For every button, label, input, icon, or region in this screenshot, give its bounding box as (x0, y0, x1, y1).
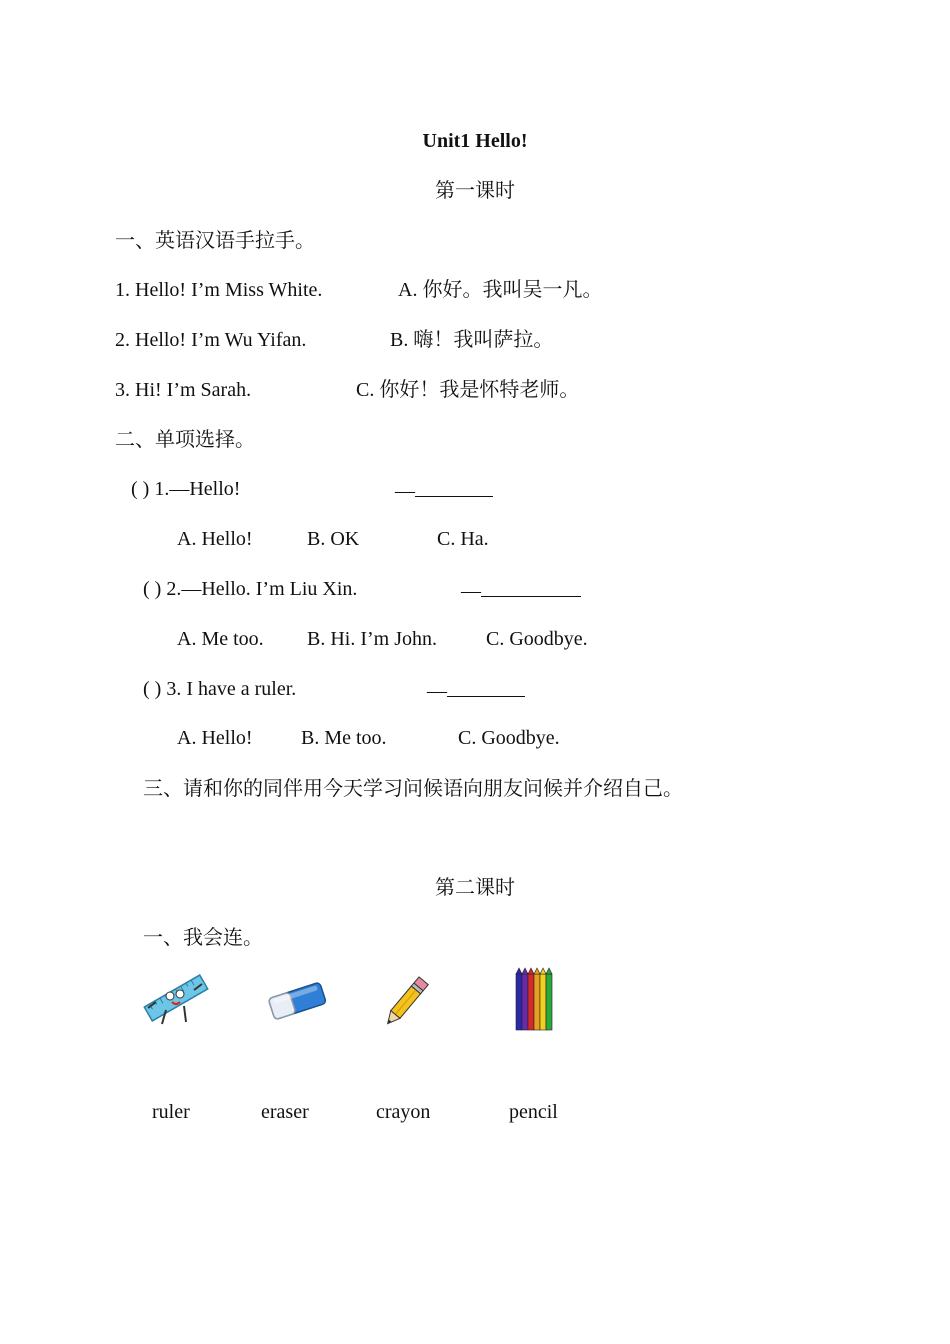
question-stem: 1.—Hello! (154, 478, 241, 500)
answer-line-1[interactable] (395, 476, 493, 504)
q2-choice-c: C. Goodbye. (486, 628, 588, 650)
match-option-b: B. 嗨！我叫萨拉。 (390, 329, 554, 351)
eraser-icon (264, 976, 330, 1024)
question-1 (131, 476, 240, 502)
question-2 (143, 576, 357, 602)
answer-blank[interactable] (415, 476, 493, 497)
q1-choice-a: A. Hello! (177, 528, 253, 550)
question-stem: 3. I have a ruler. (166, 678, 297, 700)
page-title: Unit1 Hello! (422, 130, 528, 152)
answer-blank[interactable] (481, 576, 581, 597)
ruler-icon (140, 966, 212, 1030)
q2-choice-b: B. Hi. I’m John. (307, 628, 437, 650)
answer-blank[interactable] (447, 676, 525, 697)
answer-dash: — (395, 480, 415, 502)
word-pencil: pencil (509, 1101, 558, 1123)
answer-line-3[interactable] (427, 676, 525, 704)
section2-heading: 二、单项选择。 (115, 427, 255, 451)
word-eraser: eraser (261, 1101, 309, 1123)
q3-choice-c: C. Goodbye. (458, 727, 560, 749)
answer-paren[interactable]: ( ) (143, 678, 162, 700)
word-crayon: crayon (376, 1101, 431, 1123)
q1-choice-b: B. OK (307, 528, 360, 550)
section3-heading: 三、请和你的同伴用今天学习问候语向朋友问候并介绍自己。 (143, 776, 683, 800)
lesson2-section1-heading: 一、我会连。 (143, 925, 263, 949)
lesson2-heading: 第二课时 (435, 875, 515, 899)
answer-dash: — (461, 580, 481, 602)
answer-paren[interactable]: ( ) (131, 478, 150, 500)
match-item-3: 3. Hi! I’m Sarah. (115, 379, 252, 401)
q3-choice-b: B. Me too. (301, 727, 387, 749)
q1-choice-c: C. Ha. (437, 528, 489, 550)
match-option-a: A. 你好。我叫吴一凡。 (398, 279, 603, 301)
section1-heading: 一、英语汉语手拉手。 (115, 228, 315, 252)
match-option-c: C. 你好！我是怀特老师。 (356, 379, 580, 401)
lesson1-heading: 第一课时 (435, 178, 515, 202)
q3-choice-a: A. Hello! (177, 727, 253, 749)
answer-dash: — (427, 680, 447, 702)
match-item-2: 2. Hello! I’m Wu Yifan. (115, 329, 307, 351)
crayons-icon (514, 966, 558, 1032)
answer-paren[interactable]: ( ) (143, 578, 162, 600)
question-3 (143, 676, 296, 702)
question-stem: 2.—Hello. I’m Liu Xin. (166, 578, 358, 600)
q2-choice-a: A. Me too. (177, 628, 264, 650)
word-ruler: ruler (152, 1101, 190, 1123)
pencil-icon (378, 972, 432, 1034)
answer-line-2[interactable] (461, 576, 581, 604)
match-item-1: 1. Hello! I’m Miss White. (115, 279, 323, 301)
